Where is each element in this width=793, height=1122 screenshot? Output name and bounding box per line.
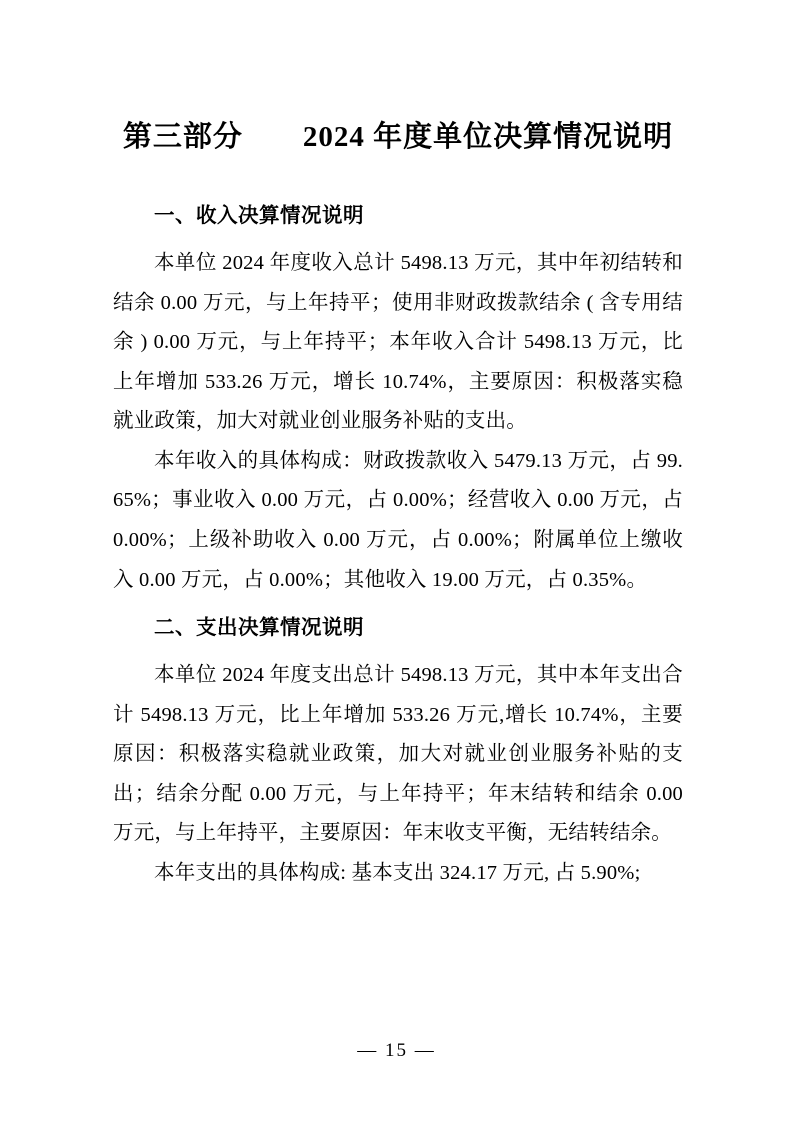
section-spacer <box>113 600 683 609</box>
section-heading-income: 一、收入决算情况说明 <box>154 204 364 228</box>
paragraph-expenditure-composition: 本年支出的具体构成: 基本支出 324.17 万元, 占 5.90%; <box>154 861 641 884</box>
document-body <box>113 118 683 893</box>
paragraph-expenditure-total: 本单位 2024 年度支出总计 5498.13 万元，其中本年支出合计 5498.13 万元，比上年增加 533.26 万元,增长 10.74%，主要原因：积极落实稳就业政策，加大对就业创业服务补贴的支出；结余分配 0.00 万元，与上年持平；年末结转和结余 0.00 万元，与上年持平，主要原因：年末收支平衡，无结转结余。 <box>113 664 683 845</box>
page-number: — 15 — <box>357 1040 436 1061</box>
section-heading-expenditure: 二、支出决算情况说明 <box>154 616 364 640</box>
paragraph-income-total: 本单位 2024 年度收入总计 5498.13 万元，其中年初结转和结余 0.00 万元，与上年持平；使用非财政拨款结余 ( 含专用结余 ) 0.00 万元，与上年持平；本年收入合计 5498.13 万元，比上年增加 533.26 万元，增长 10.74%，主要原因：积极落实稳就业政策，加大对就业创业服务补贴的支出。 <box>113 252 683 433</box>
paragraph-income-composition: 本年收入的具体构成：财政拨款收入 5479.13 万元，占 99.65%；事业收入 0.00 万元，占 0.00%；经营收入 0.00 万元，占 0.00%；上级补助收入 0.00 万元，占 0.00%；附属单位上缴收入 0.00 万元，占 0.00%；其他收入 19.00 万元，占 0.35%。 <box>113 449 683 591</box>
page-title: 第三部分 2024 年度单位决算情况说明 <box>122 121 674 153</box>
